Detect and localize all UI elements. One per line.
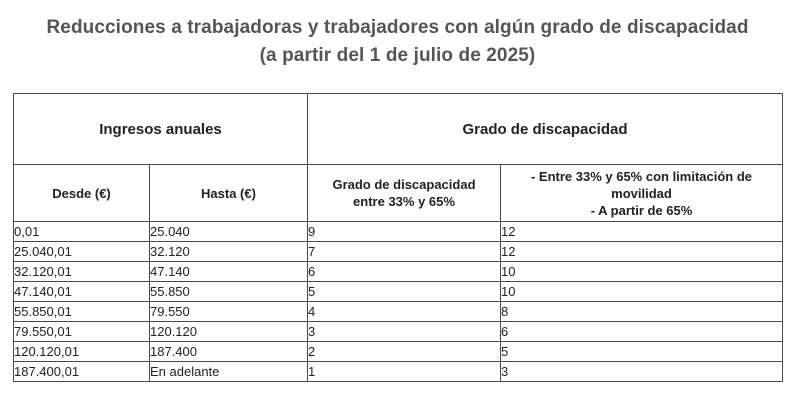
header-ingresos-anuales: Ingresos anuales xyxy=(14,94,308,165)
header-grado-movilidad-line-2: movilidad xyxy=(611,185,672,201)
cell-hasta: En adelante xyxy=(150,362,308,382)
cell-desde: 79.550,01 xyxy=(14,322,150,342)
title-line-1: Reducciones a trabajadoras y trabajadores con algún grado de discapacidad xyxy=(46,17,749,38)
header-grado-movilidad-line-1: - Entre 33% y 65% con limitación de xyxy=(530,168,753,184)
table-row xyxy=(14,342,783,362)
cell-red-mov: 8 xyxy=(501,302,783,322)
title-line-2: (a partir del 1 de julio de 2025) xyxy=(259,45,536,66)
cell-red-mov: 5 xyxy=(501,342,783,362)
cell-red-mov: 12 xyxy=(501,242,783,262)
table-row xyxy=(14,222,783,242)
header-grado-33-65-line-2: entre 33% y 65% xyxy=(353,194,455,209)
cell-desde: 0,01 xyxy=(14,222,150,242)
cell-red-mov: 10 xyxy=(501,262,783,282)
cell-desde: 25.040,01 xyxy=(14,242,150,262)
cell-desde: 32.120,01 xyxy=(14,262,150,282)
cell-desde: 47.140,01 xyxy=(14,282,150,302)
header-grado-movilidad xyxy=(501,165,783,222)
cell-hasta: 25.040 xyxy=(150,222,308,242)
cell-red-33-65: 9 xyxy=(308,222,501,242)
header-grado-movilidad-line-3: - A partir de 65% xyxy=(590,202,693,218)
table-row xyxy=(14,302,783,322)
header-grado-33-65 xyxy=(308,165,501,222)
cell-red-mov: 3 xyxy=(501,362,783,382)
table-row xyxy=(14,262,783,282)
cell-hasta: 55.850 xyxy=(150,282,308,302)
cell-red-33-65: 7 xyxy=(308,242,501,262)
cell-red-33-65: 6 xyxy=(308,262,501,282)
cell-red-33-65: 4 xyxy=(308,302,501,322)
column-header-row xyxy=(14,165,783,222)
group-header-row xyxy=(14,94,783,165)
header-grado-discapacidad: Grado de discapacidad xyxy=(308,94,783,165)
cell-desde: 120.120,01 xyxy=(14,342,150,362)
cell-red-mov: 10 xyxy=(501,282,783,302)
cell-desde: 55.850,01 xyxy=(14,302,150,322)
cell-red-33-65: 1 xyxy=(308,362,501,382)
header-hasta: Hasta (€) xyxy=(150,165,308,222)
table-row xyxy=(14,322,783,342)
cell-red-mov: 6 xyxy=(501,322,783,342)
table-row xyxy=(14,362,783,382)
table-row xyxy=(14,242,783,262)
cell-hasta: 187.400 xyxy=(150,342,308,362)
header-desde: Desde (€) xyxy=(14,165,150,222)
header-grado-33-65-line-1: Grado de discapacidad xyxy=(332,177,476,192)
table-body xyxy=(14,222,783,382)
cell-hasta: 47.140 xyxy=(150,262,308,282)
cell-red-33-65: 2 xyxy=(308,342,501,362)
cell-desde: 187.400,01 xyxy=(14,362,150,382)
cell-hasta: 79.550 xyxy=(150,302,308,322)
table-row xyxy=(14,282,783,302)
cell-hasta: 120.120 xyxy=(150,322,308,342)
cell-red-mov: 12 xyxy=(501,222,783,242)
page-title xyxy=(0,14,795,70)
cell-hasta: 32.120 xyxy=(150,242,308,262)
reductions-table xyxy=(13,93,783,382)
cell-red-33-65: 3 xyxy=(308,322,501,342)
cell-red-33-65: 5 xyxy=(308,282,501,302)
